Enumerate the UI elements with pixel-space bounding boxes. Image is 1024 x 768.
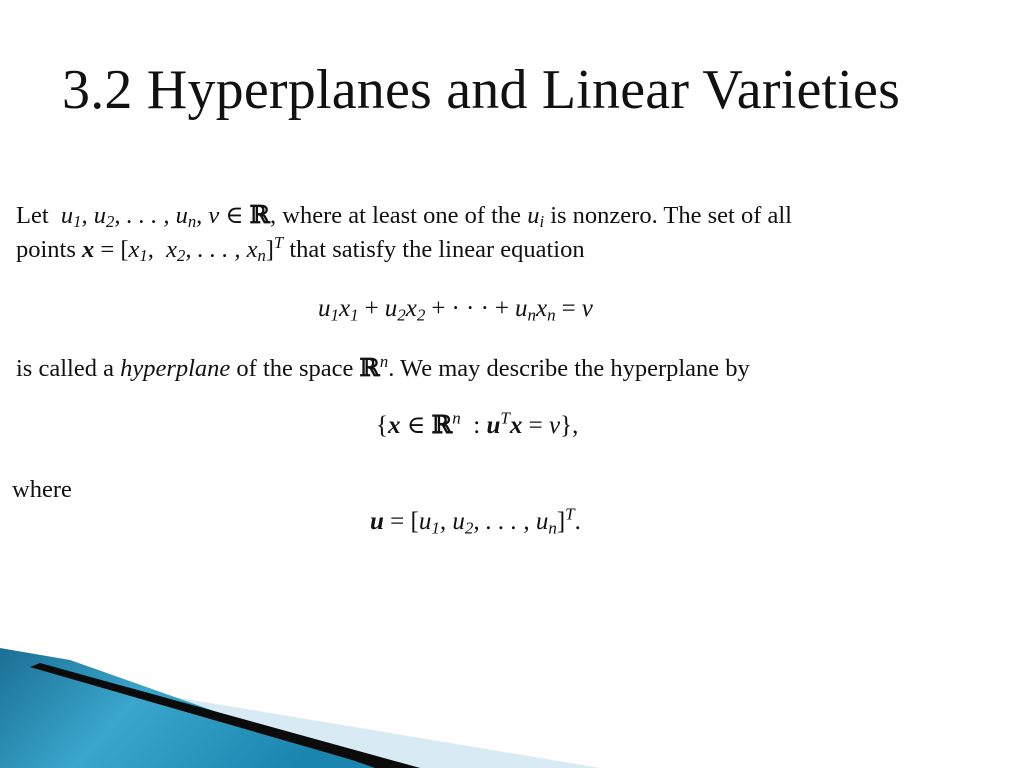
text-where-least: where at least one of the [282, 202, 522, 229]
text-where: where [12, 476, 72, 503]
definition-line-3 [16, 350, 750, 386]
math-ui: $u_i$ [527, 202, 545, 232]
hyperplane-set-equation: {x ∈ ℝ$^n$ : $u^Tx = v$}, [376, 408, 579, 439]
term-hyperplane: hyperplane [120, 355, 231, 382]
linear-equation: $u_1x_1 + u_2x_2$ + · · · + $u_nx_n = v$ [318, 295, 593, 325]
math-x-vector: $x = [x_1$, $x_2$, . . . , $x_n]^T$ [82, 232, 284, 266]
text-is-called: is called a [16, 355, 114, 382]
slide-title: 3.2 Hyperplanes and Linear Varieties [62, 59, 901, 121]
math-u-list: $u_1$, $u_2$, . . . , $u_n$, v ∈ ℝ [54, 200, 271, 232]
text-of-space: of the space [236, 355, 354, 382]
u-vector-equation: $u = [u_1$, $u_2$, . . . , $u_n]^T$. [370, 504, 581, 538]
definition-line-1: Let $u_1$, $u_2$, . . . , $u_n$, v ∈ ℝ, where at least one of the $u_i$ is nonzero. The set of all [16, 200, 792, 232]
text-nonzero: is nonzero. The set of all [550, 202, 792, 229]
math-rn: ℝ$^n$ [359, 351, 389, 382]
text-points: points [16, 236, 76, 263]
text-describe: . We may describe the hyperplane by [388, 355, 750, 382]
text-let: Let [16, 202, 49, 229]
definition-line-2 [16, 232, 585, 267]
text-satisfy: that satisfy the linear equation [289, 236, 585, 263]
